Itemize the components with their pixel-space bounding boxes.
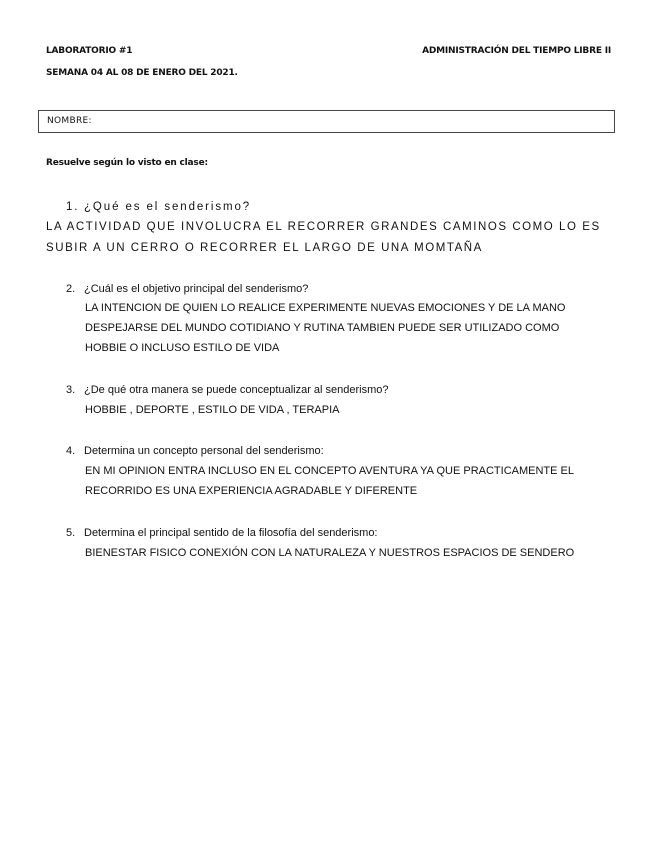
name-field-box[interactable]: [38, 110, 615, 133]
answer-3: [85, 400, 340, 420]
answer-line: LA INTENCION DE QUIEN LO REALICE EXPERIMENTE NUEVAS EMOCIONES Y DE LA MANO: [85, 302, 566, 314]
question-text: ¿De qué otra manera se puede conceptualizar al senderismo?: [84, 384, 389, 396]
question-text: Determina el principal sentido de la filosofía del senderismo:: [84, 527, 378, 539]
answer-1: [46, 217, 601, 259]
answer-line: DESPEJARSE DEL MUNDO COTIDIANO Y RUTINA TAMBIEN PUEDE SER UTILIZADO COMO: [85, 322, 560, 334]
answer-4: [85, 461, 574, 501]
question-text: ¿Qué es el senderismo?: [84, 201, 252, 213]
answer-line: HOBBIE O INCLUSO ESTILO DE VIDA: [85, 342, 280, 354]
answer-line: BIENESTAR FISICO CONEXIÓN CON LA NATURALEZA Y NUESTROS ESPACIOS DE SENDERO: [85, 547, 575, 559]
answer-line: LA ACTIVIDAD QUE INVOLUCRA EL RECORRER GRANDES CAMINOS COMO LO ES: [46, 221, 601, 233]
answer-line: HOBBIE , DEPORTE , ESTILO DE VIDA , TERAPIA: [85, 404, 340, 416]
question-number: 3.: [66, 384, 76, 396]
question-number: 5.: [66, 527, 76, 539]
answer-5: [85, 543, 574, 563]
answer-line: EN MI OPINION ENTRA INCLUSO EN EL CONCEPTO AVENTURA YA QUE PRACTICAMENTE EL: [85, 465, 574, 477]
answer-line: SUBIR A UN CERRO O RECORRER EL LARGO DE UNA MOMTAÑA: [46, 242, 483, 254]
name-label: NOMBRE:: [47, 116, 92, 126]
lab-title: LABORATORIO #1: [46, 46, 133, 56]
instructions: Resuelve según lo visto en clase:: [46, 158, 208, 168]
question-number: 2.: [66, 283, 76, 295]
question-text: Determina un concepto personal del senderismo:: [84, 445, 324, 457]
week-dates: SEMANA 04 AL 08 DE ENERO DEL 2021.: [46, 68, 238, 78]
question-text: ¿Cuál es el objetivo principal del senderismo?: [84, 283, 309, 295]
course-title: ADMINISTRACIÓN DEL TIEMPO LIBRE II: [422, 46, 611, 56]
question-number: 4.: [66, 445, 76, 457]
answer-line: RECORRIDO ES UNA EXPERIENCIA AGRADABLE Y DIFERENTE: [85, 485, 418, 497]
question-number: 1.: [66, 201, 80, 213]
answer-2: [85, 298, 565, 358]
